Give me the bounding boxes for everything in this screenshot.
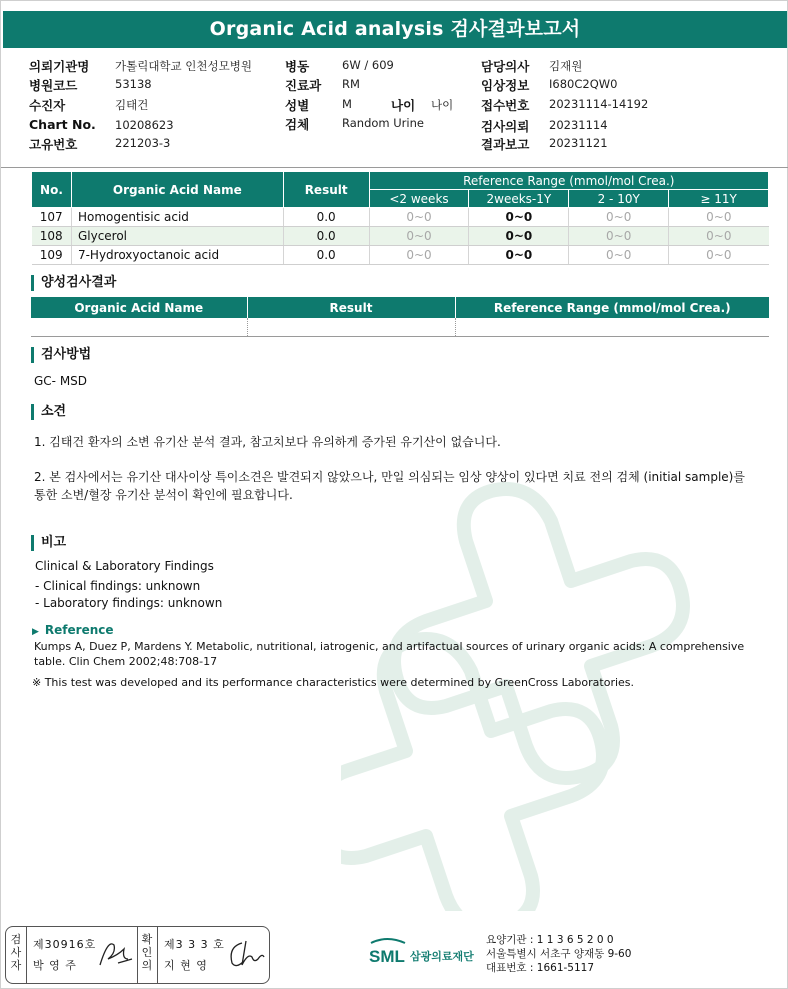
tester-license: 제30916호 bbox=[33, 938, 97, 951]
info-value: M bbox=[342, 97, 352, 111]
row-no: 107 bbox=[32, 208, 72, 227]
row-ref: 0~0 bbox=[369, 227, 469, 246]
row-result: 0.0 bbox=[283, 208, 369, 227]
method-value: GC- MSD bbox=[34, 374, 88, 388]
info-label: 병원코드 bbox=[29, 78, 78, 93]
remarks-heading: Clinical & Laboratory Findings bbox=[35, 559, 214, 573]
info-label: 고유번호 bbox=[29, 137, 78, 152]
row-no: 109 bbox=[32, 246, 72, 265]
empty-cell bbox=[247, 318, 455, 336]
org-phone: 대표번호 : 1661-5117 bbox=[486, 962, 595, 974]
remarks-section-title: 비고 bbox=[31, 535, 66, 551]
row-name: 7-Hydroxyoctanoic acid bbox=[71, 246, 283, 265]
reference-title-text: Reference bbox=[44, 623, 114, 637]
row-ref: 0~0 bbox=[469, 227, 569, 246]
watermark-cross-icon bbox=[341, 471, 781, 911]
col-header-name: Organic Acid Name bbox=[71, 172, 283, 208]
info-label: 성별 bbox=[285, 98, 310, 113]
info-label: 접수번호 bbox=[481, 98, 530, 113]
org-name: 삼광의료재단 bbox=[410, 950, 474, 963]
info-label: 의뢰기관명 bbox=[29, 59, 90, 74]
info-value: 20231114 bbox=[549, 118, 608, 132]
info-value: 김태건 bbox=[115, 98, 149, 112]
col-header-reference: Reference Range (mmol/mol Crea.) bbox=[369, 172, 768, 190]
reference-line-1: Kumps A, Duez P, Mardens Y. Metabolic, nutritional, iatrogenic, and artifactual sources of urinary organic acids: A comprehensive bbox=[34, 640, 745, 653]
info-value: 221203-3 bbox=[115, 136, 171, 150]
row-ref: 0~0 bbox=[469, 208, 569, 227]
finding-line-2: 2. 본 검사에서는 유기산 대사이상 특이소견은 발견되지 않았으나, 만일 의심되는 임상 양상이 있다면 치료 전의 검체 (initial sample)를 bbox=[34, 470, 745, 484]
row-ref: 0~0 bbox=[669, 208, 769, 227]
info-value: 20231114-14192 bbox=[549, 97, 649, 111]
row-name: Glycerol bbox=[71, 227, 283, 246]
info-value: Random Urine bbox=[342, 116, 424, 130]
divider bbox=[26, 927, 27, 983]
laboratory-findings: - Laboratory findings: unknown bbox=[35, 596, 223, 610]
signature-box bbox=[5, 926, 270, 984]
clinical-findings: - Clinical findings: unknown bbox=[35, 579, 201, 593]
info-label: 검체 bbox=[285, 117, 310, 132]
row-ref: 0~0 bbox=[469, 246, 569, 265]
info-value: 20231121 bbox=[549, 136, 608, 150]
info-label: 수진자 bbox=[29, 98, 66, 113]
finding-line-2-cont: 통한 소변/혈장 유기산 분석이 확인에 필요합니다. bbox=[34, 488, 293, 502]
info-value: I680C2QW0 bbox=[549, 77, 618, 91]
organic-acid-table bbox=[31, 171, 769, 265]
row-result: 0.0 bbox=[283, 227, 369, 246]
info-value: 10208623 bbox=[115, 118, 174, 132]
info-label: Chart No. bbox=[29, 117, 96, 132]
sml-logo-text: SML bbox=[369, 947, 405, 966]
pos-header-result: Result bbox=[247, 297, 455, 318]
row-ref: 0~0 bbox=[369, 246, 469, 265]
pos-header-name: Organic Acid Name bbox=[31, 297, 247, 318]
positive-section-title: 양성검사결과 bbox=[31, 275, 116, 291]
row-ref: 0~0 bbox=[669, 246, 769, 265]
confirmer-license: 제3 3 3 호 bbox=[164, 938, 225, 951]
row-ref: 0~0 bbox=[569, 227, 669, 246]
confirmer-name: 지 현 영 bbox=[164, 959, 208, 972]
patient-info bbox=[29, 57, 769, 153]
confirmer-label: 확인의 bbox=[141, 933, 153, 972]
sml-logo-icon bbox=[367, 935, 409, 967]
info-label: 진료과 bbox=[285, 78, 322, 93]
divider bbox=[157, 927, 158, 983]
info-label: 병동 bbox=[285, 59, 310, 74]
range-header: 2weeks-1Y bbox=[469, 190, 569, 208]
findings-section-title: 소견 bbox=[31, 404, 66, 420]
empty-cell bbox=[455, 318, 769, 336]
row-ref: 0~0 bbox=[569, 246, 669, 265]
col-header-result: Result bbox=[283, 172, 369, 208]
range-header: 2 - 10Y bbox=[569, 190, 669, 208]
confirmer-signature-icon bbox=[226, 937, 266, 971]
row-ref: 0~0 bbox=[669, 227, 769, 246]
info-value: 53138 bbox=[115, 77, 152, 91]
org-details bbox=[486, 933, 631, 975]
positive-results-table bbox=[31, 297, 769, 337]
report-title: Organic Acid analysis 검사결과보고서 bbox=[3, 11, 787, 48]
lab-note: ※ This test was developed and its performance characteristics were determined by GreenCross Laboratories. bbox=[32, 676, 635, 689]
tester-label: 검사자 bbox=[10, 933, 22, 972]
empty-cell bbox=[31, 318, 247, 336]
reference-title bbox=[32, 623, 114, 637]
info-value: 김재원 bbox=[549, 59, 583, 73]
info-value: 6W / 609 bbox=[342, 58, 394, 72]
triangle-right-icon: ▶ bbox=[32, 627, 39, 637]
org-code: 요양기관 : 1 1 3 6 5 2 0 0 bbox=[486, 934, 614, 946]
row-name: Homogentisic acid bbox=[71, 208, 283, 227]
row-result: 0.0 bbox=[283, 246, 369, 265]
row-no: 108 bbox=[32, 227, 72, 246]
tester-signature-icon bbox=[96, 937, 136, 971]
table-row bbox=[32, 208, 769, 227]
info-label: 임상정보 bbox=[481, 78, 530, 93]
info-value: RM bbox=[342, 77, 360, 91]
info-divider bbox=[1, 167, 788, 168]
info-label: 나이 bbox=[391, 98, 416, 113]
divider bbox=[137, 927, 138, 983]
info-label: 결과보고 bbox=[481, 137, 530, 152]
row-ref: 0~0 bbox=[569, 208, 669, 227]
org-address: 서울특별시 서초구 양재동 9-60 bbox=[486, 948, 632, 960]
info-value: 가톨릭대학교 인천성모병원 bbox=[115, 59, 252, 73]
table-row bbox=[31, 318, 769, 336]
col-header-no: No. bbox=[32, 172, 72, 208]
pos-header-reference: Reference Range (mmol/mol Crea.) bbox=[455, 297, 769, 318]
info-label: 검사의뢰 bbox=[481, 119, 530, 134]
range-header: ≥ 11Y bbox=[669, 190, 769, 208]
table-row bbox=[32, 227, 769, 246]
tester-name: 박 영 주 bbox=[33, 959, 77, 972]
info-value: 나이 bbox=[431, 98, 454, 112]
reference-line-2: table. Clin Chem 2002;48:708-17 bbox=[34, 655, 218, 668]
range-header: <2 weeks bbox=[369, 190, 469, 208]
finding-line-1: 1. 김태건 환자의 소변 유기산 분석 결과, 참고치보다 유의하게 증가된 유기산이 없습니다. bbox=[34, 435, 501, 449]
table-row bbox=[32, 246, 769, 265]
row-ref: 0~0 bbox=[369, 208, 469, 227]
method-section-title: 검사방법 bbox=[31, 347, 91, 363]
info-label: 담당의사 bbox=[481, 59, 530, 74]
